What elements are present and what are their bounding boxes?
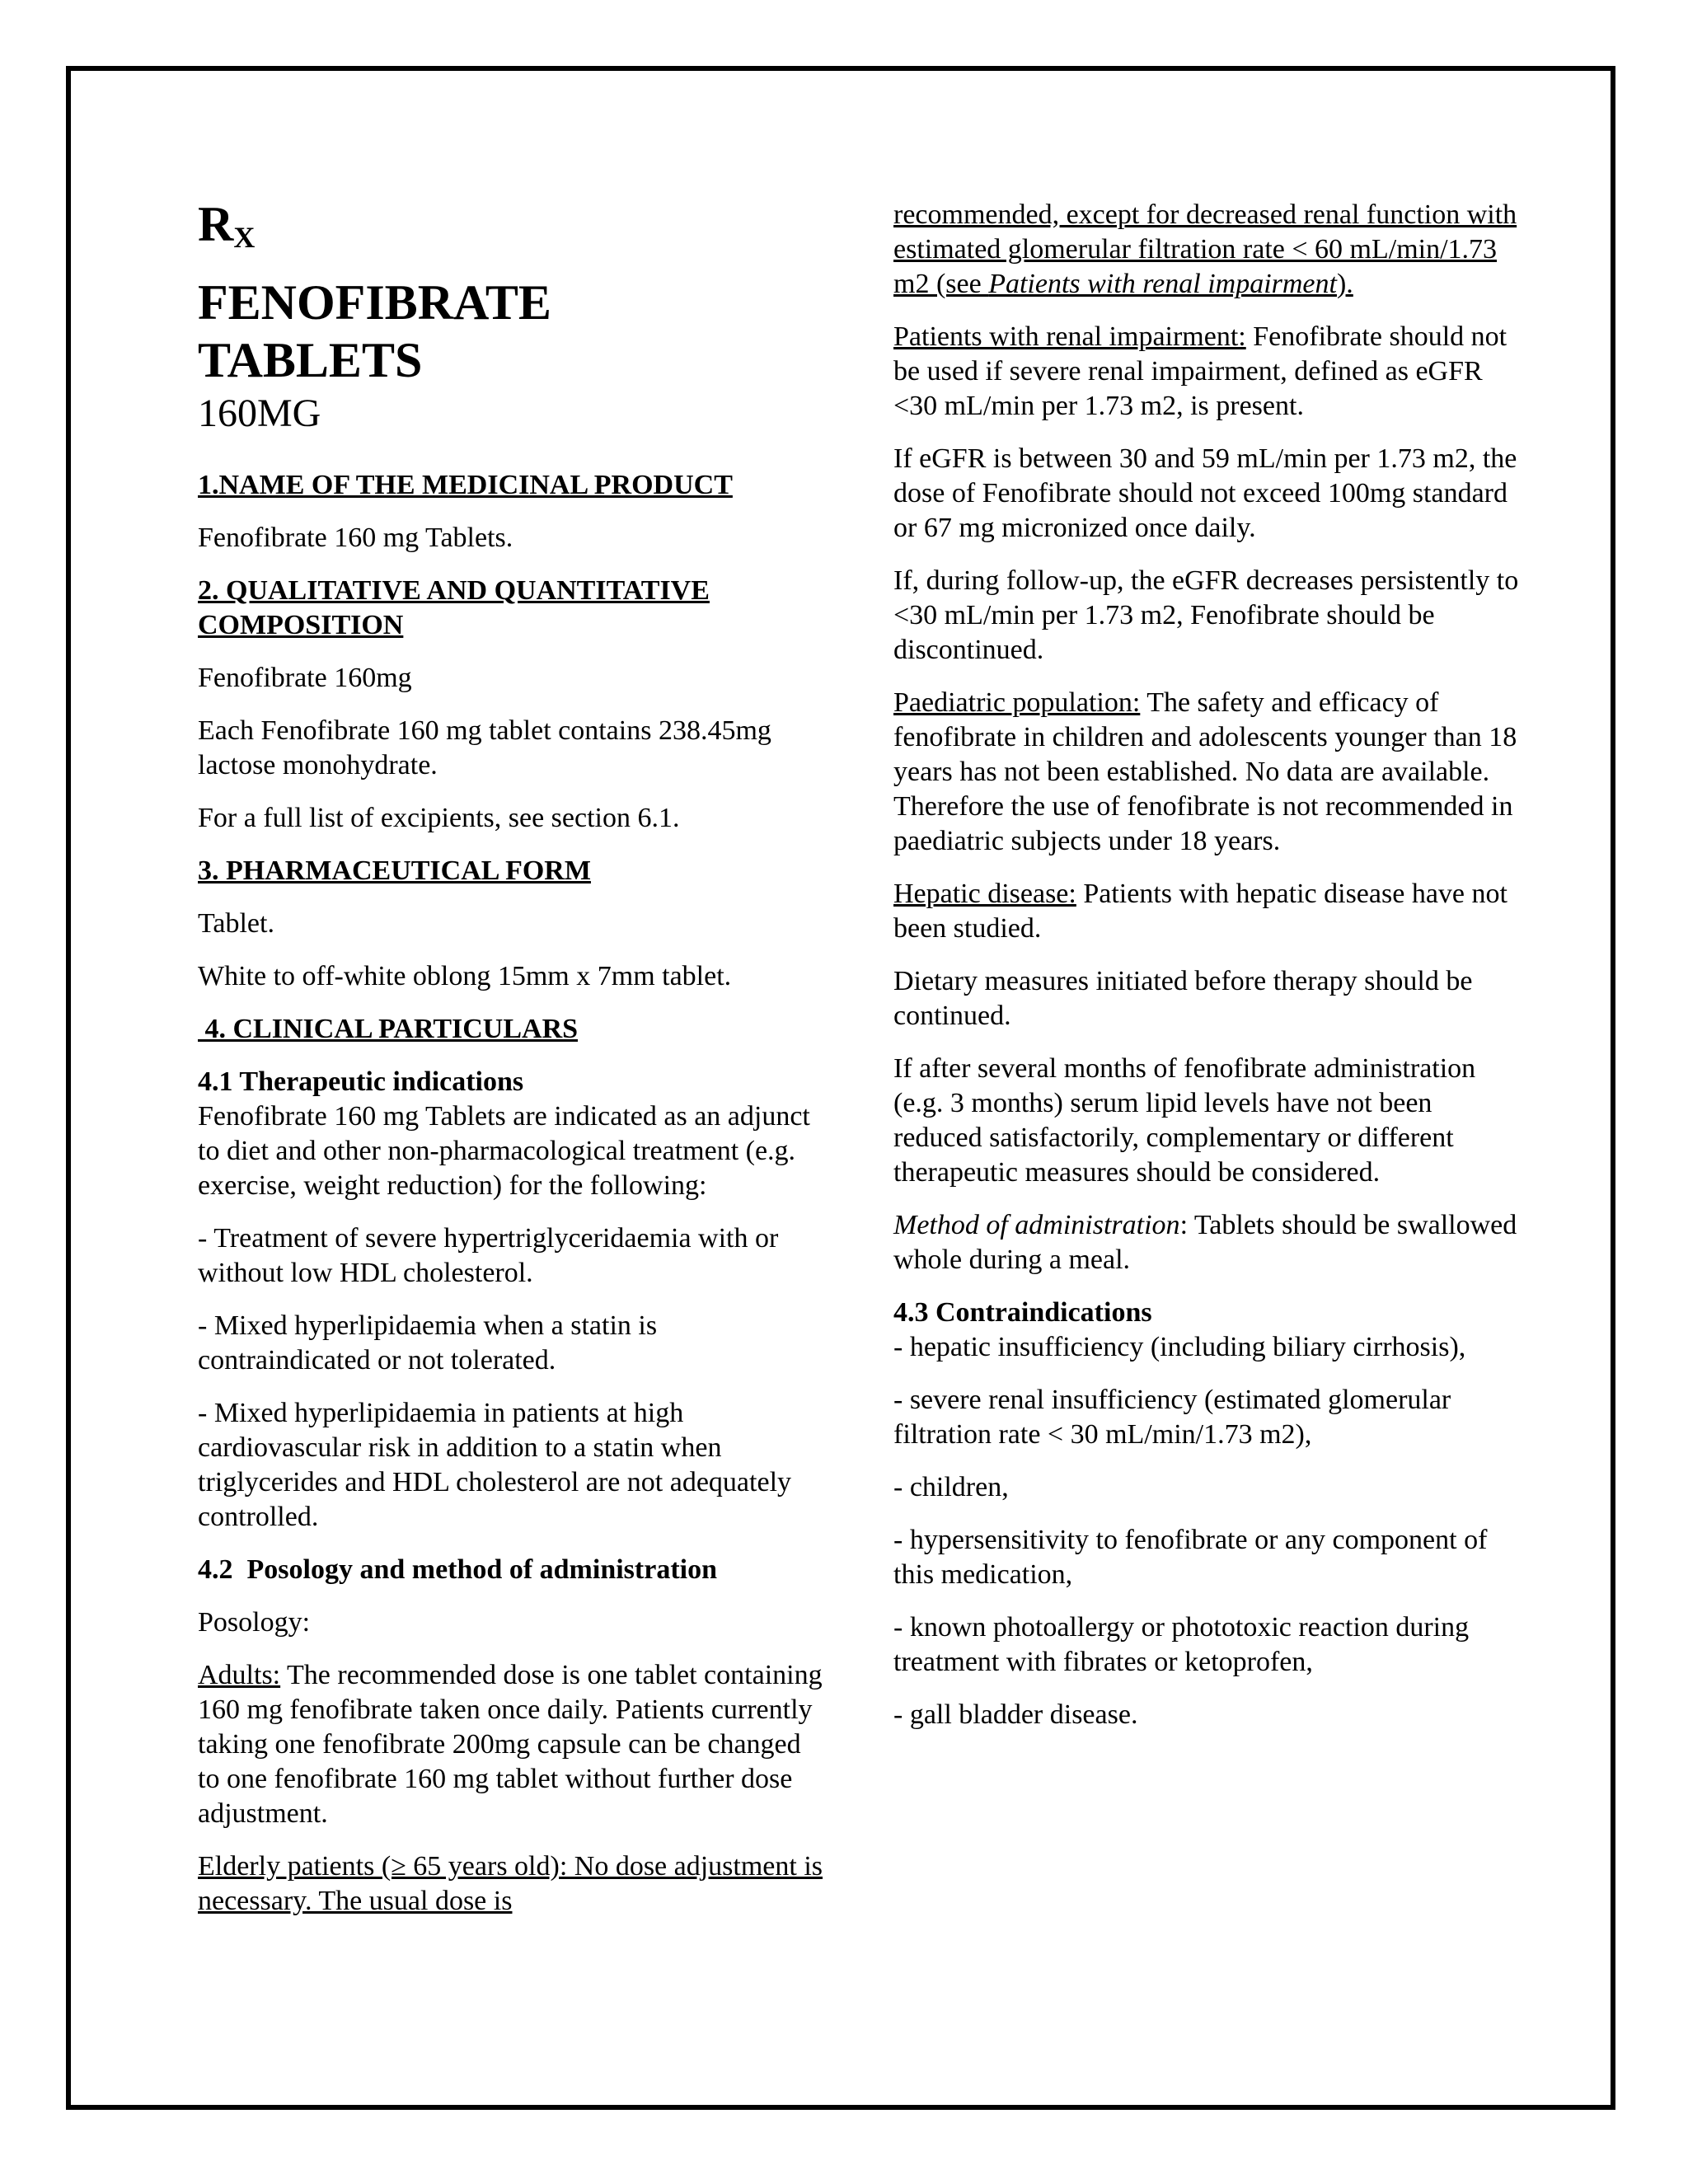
contraindication-item-6: - gall bladder disease. (893, 1699, 1138, 1730)
section-1-heading: 1.NAME OF THE MEDICINAL PRODUCT (198, 470, 733, 500)
rx-symbol: $R_X$ (198, 197, 256, 254)
section-2-text-1: Fenofibrate 160mg (198, 663, 412, 693)
adults-paragraph (198, 1658, 824, 1831)
section-4-2-heading: 4.2 Posology and method of administration (198, 1554, 717, 1585)
adults-label: Adults: (198, 1660, 281, 1690)
section-4-1-heading: 4.1 Therapeutic indications (198, 1066, 524, 1097)
section-2-heading: 2. QUALITATIVE AND QUANTITATIVE COMPOSITION (198, 575, 710, 640)
contraindication-item-2: - severe renal insufficiency (estimated glomerular filtration rate < 30 mL/min/1.73 m2), (893, 1385, 1451, 1450)
elderly-paragraph: Elderly patients (≥ 65 years old): No dose adjustment is necessary. The usual dose is (198, 1851, 823, 1916)
section-2-text-3: For a full list of excipients, see section 6.1. (198, 803, 680, 833)
contraindication-item-4: - hypersensitivity to fenofibrate or any component of this medication, (893, 1525, 1488, 1590)
section-3-text-1: Tablet. (198, 908, 274, 939)
renal-label: Patients with renal impairment: (893, 321, 1246, 352)
egfr-paragraph: If eGFR is between 30 and 59 mL/min per 1.73 m2, the dose of Fenofibrate should not exceed 100mg standard or 67 mg micronized once daily. (893, 443, 1517, 543)
dietary-paragraph: Dietary measures initiated before therapy should be continued. (893, 966, 1473, 1031)
method-paragraph: Method of administration: Tablets should be swallowed whole during a meal. (893, 1210, 1517, 1275)
elderly-continued: recommended, except for decreased renal function with estimated glomerular filtration rate < 60 mL/min/1.73 m2 (see Patients with renal impairment). (893, 199, 1517, 299)
section-3-heading: 3. PHARMACEUTICAL FORM (198, 855, 591, 886)
section-2-text-2: Each Fenofibrate 160 mg tablet contains 238.45mg lactose monohydrate. (198, 715, 771, 780)
section-1-text: Fenofibrate 160 mg Tablets. (198, 523, 513, 553)
hepatic-label: Hepatic disease: (893, 879, 1076, 909)
product-title-line1: FENOFIBRATE (198, 275, 551, 330)
section-4-heading: 4. CLINICAL PARTICULARS (198, 1014, 579, 1044)
paediatric-paragraph: Paediatric population: The safety and efficacy of fenofibrate in children and adolescents younger than 18 years has not been established. No data are available. Therefore the use of fenofibrate is not recommended in paediatric subjects under 18 years. (893, 687, 1517, 856)
section-3-text-2: White to off-white oblong 15mm x 7mm tablet. (198, 961, 732, 991)
left-column (198, 198, 824, 1937)
method-label: Method of administration (893, 1210, 1180, 1240)
right-column (893, 198, 1520, 1750)
section-4-1-text: Fenofibrate 160 mg Tablets are indicated as an adjunct to diet and other non-pharmacological treatment (e.g. exercise, weight reduction) for the following: (198, 1101, 810, 1201)
product-strength: 160MG (198, 391, 321, 435)
followup-paragraph: If, during follow-up, the eGFR decreases persistently to <30 mL/min per 1.73 m2, Fenofibrate should be discontinued. (893, 565, 1519, 665)
paediatric-label: Paediatric population: (893, 687, 1141, 718)
renal-paragraph: Patients with renal impairment: Fenofibrate should not be used if severe renal impairment, defined as eGFR <30 mL/min per 1.73 m2, is present. (893, 321, 1507, 421)
contraindication-item-1: - hepatic insufficiency (including biliary cirrhosis), (893, 1332, 1466, 1362)
adults-text: The recommended dose is one tablet containing 160 mg fenofibrate taken once daily. Patients currently taking one fenofibrate 200mg capsule can be changed to one fenofibrate 160 mg tablet without further dose adjustment. (198, 1660, 823, 1829)
months-paragraph: If after several months of fenofibrate administration (e.g. 3 months) serum lipid levels have not been reduced satisfactorily, complementary or different therapeutic measures should be considered. (893, 1053, 1476, 1188)
contraindication-item-5: - known photoallergy or phototoxic reaction during treatment with fibrates or ketoprofen, (893, 1612, 1470, 1677)
posology-label: Posology: (198, 1607, 311, 1638)
section-4-3-heading: 4.3 Contraindications (893, 1297, 1152, 1328)
hepatic-paragraph: Hepatic disease: Patients with hepatic disease have not been studied. (893, 879, 1507, 944)
indication-item-2: - Mixed hyperlipidaemia when a statin is contraindicated or not tolerated. (198, 1310, 658, 1376)
contraindication-item-3: - children, (893, 1472, 1009, 1502)
indication-item-1: - Treatment of severe hypertriglyceridaemia with or without low HDL cholesterol. (198, 1223, 779, 1288)
product-title-line2: TABLETS (198, 333, 423, 387)
indication-item-3: - Mixed hyperlipidaemia in patients at high cardiovascular risk in addition to a statin when triglycerides and HDL cholesterol are not adequately controlled. (198, 1398, 792, 1532)
